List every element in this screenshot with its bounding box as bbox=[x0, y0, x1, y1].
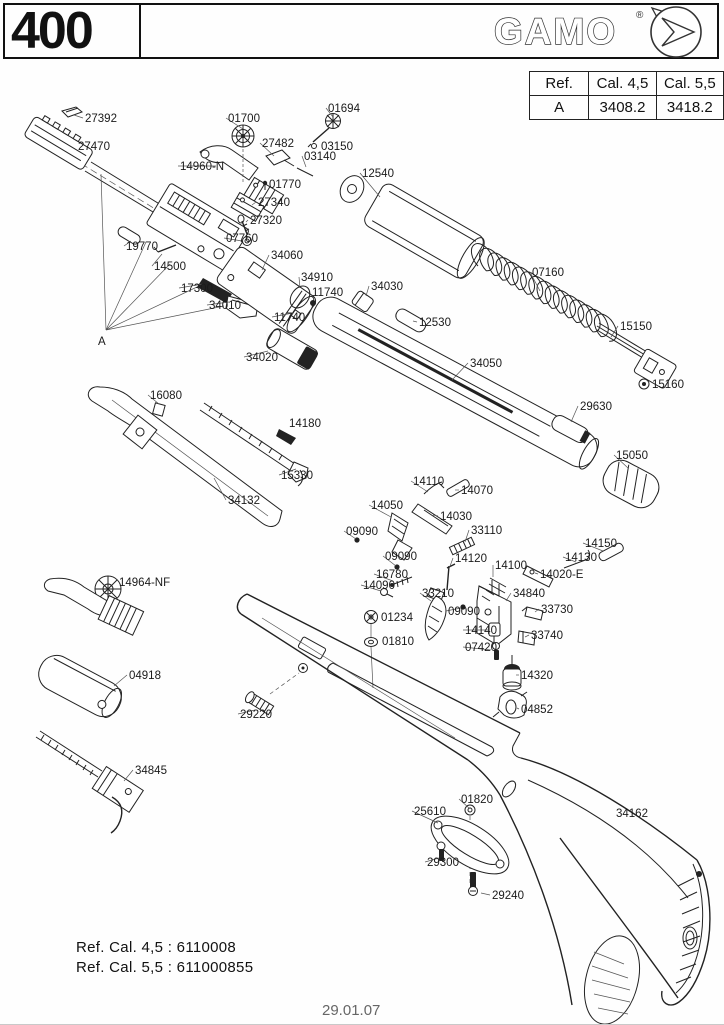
part-label-11740: 11740 bbox=[312, 287, 344, 299]
part-label-01810: 01810 bbox=[382, 636, 414, 648]
part-label-14070: 14070 bbox=[461, 485, 493, 497]
model-number: 400 bbox=[11, 2, 92, 60]
part-label-01700: 01700 bbox=[228, 113, 260, 125]
leader-line-04918 bbox=[114, 675, 127, 686]
part-label-15160: 15160 bbox=[652, 379, 684, 391]
part-label-25610: 25610 bbox=[414, 806, 446, 818]
part-label-29240: 29240 bbox=[492, 890, 524, 902]
part-label-14960-N: 14960-N bbox=[180, 161, 225, 173]
part-label-09090: 09090 bbox=[448, 606, 480, 618]
part-label-14180: 14180 bbox=[289, 418, 321, 430]
cal45-header-cell: Cal. 4,5 bbox=[589, 72, 656, 96]
part-label-14090: 14090 bbox=[363, 580, 395, 592]
part-label-14100: 14100 bbox=[495, 560, 527, 572]
leader-line-34030 bbox=[366, 286, 369, 296]
leader-line-27392 bbox=[74, 115, 83, 118]
part-label-03140: 03140 bbox=[304, 151, 336, 163]
front-cylinder-group bbox=[335, 171, 489, 282]
leader-line-29240 bbox=[481, 893, 490, 895]
part-label-01820: 01820 bbox=[461, 794, 493, 806]
part-label-14020-E: 14020-E bbox=[540, 569, 584, 581]
part-label-07760: 07760 bbox=[226, 233, 258, 245]
ref-value-cell: A bbox=[530, 96, 589, 120]
part-label-12530: 12530 bbox=[419, 317, 451, 329]
part-label-33730: 33730 bbox=[541, 604, 573, 616]
part-label-01694: 01694 bbox=[328, 103, 360, 115]
part-label-07160: 07160 bbox=[532, 267, 564, 279]
part-label-17300: 17300 bbox=[181, 283, 213, 295]
part-label-01770: 01770 bbox=[269, 179, 301, 191]
part-label-34910: 34910 bbox=[301, 272, 333, 284]
part-label-14130: 14130 bbox=[565, 552, 597, 564]
part-label-33210: 33210 bbox=[422, 588, 454, 600]
footer-date: 29.01.07 bbox=[322, 1002, 381, 1019]
cal55-value-cell: 3418.2 bbox=[656, 96, 723, 120]
leader-line-15150 bbox=[611, 326, 618, 337]
part-label-27392: 27392 bbox=[85, 113, 117, 125]
stock-hardware-group bbox=[244, 673, 518, 896]
mainspring-group bbox=[471, 244, 677, 390]
part-label-14500: 14500 bbox=[154, 261, 186, 273]
part-label-04918: 04918 bbox=[129, 670, 161, 682]
part-label-33110: 33110 bbox=[471, 525, 503, 537]
part-label-34845: 34845 bbox=[135, 765, 167, 777]
part-label-14120: 14120 bbox=[455, 553, 487, 565]
part-label-14110: 14110 bbox=[413, 476, 445, 488]
part-label-A: A bbox=[98, 336, 106, 348]
part-label-34162: 34162 bbox=[616, 808, 648, 820]
cal55-header-cell: Cal. 5,5 bbox=[656, 72, 723, 96]
part-label-07420: 07420 bbox=[465, 642, 497, 654]
part-label-29220: 29220 bbox=[240, 709, 272, 721]
part-label-27482: 27482 bbox=[262, 138, 294, 150]
part-label-19770: 19770 bbox=[126, 241, 158, 253]
part-label-04852: 04852 bbox=[521, 704, 553, 716]
part-label-34050: 34050 bbox=[470, 358, 502, 370]
part-label-09090: 09090 bbox=[385, 551, 417, 563]
part-label-14964-NF: 14964-NF bbox=[119, 577, 171, 589]
part-label-09090: 09090 bbox=[346, 526, 378, 538]
part-label-27320: 27320 bbox=[250, 215, 282, 227]
part-label-03150: 03150 bbox=[321, 141, 353, 153]
part-label-34030: 34030 bbox=[371, 281, 403, 293]
part-label-14150: 14150 bbox=[585, 538, 617, 550]
part-label-34010: 34010 bbox=[209, 300, 241, 312]
part-label-14320: 14320 bbox=[521, 670, 553, 682]
part-label-27470: 27470 bbox=[78, 141, 110, 153]
cocking-lever-group bbox=[88, 387, 308, 527]
registered-mark: ® bbox=[636, 10, 644, 21]
footer-ref-cal45: Ref. Cal. 4,5 : 6110008 bbox=[76, 939, 237, 956]
part-label-16080: 16080 bbox=[150, 390, 182, 402]
gamo-logo-text: GAMO bbox=[494, 11, 618, 52]
part-label-34020: 34020 bbox=[246, 352, 278, 364]
leader-line-34845 bbox=[124, 770, 133, 781]
ref-header-cell: Ref. bbox=[530, 72, 589, 96]
left-parts-group bbox=[33, 576, 144, 833]
leader-line-29630 bbox=[571, 406, 578, 422]
part-label-27340: 27340 bbox=[258, 197, 290, 209]
leader-line-14120 bbox=[449, 558, 453, 569]
part-label-14030: 14030 bbox=[440, 511, 472, 523]
leader-line-27320 bbox=[246, 220, 248, 222]
part-label-12540: 12540 bbox=[362, 168, 394, 180]
part-label-14140: 14140 bbox=[465, 625, 497, 637]
part-label-34060: 34060 bbox=[271, 250, 303, 262]
part-label-34840: 34840 bbox=[513, 588, 545, 600]
part-label-16780: 16780 bbox=[376, 569, 408, 581]
part-label-34132: 34132 bbox=[228, 495, 260, 507]
part-label-33740: 33740 bbox=[531, 630, 563, 642]
part-label-15150: 15150 bbox=[620, 321, 652, 333]
part-label-01234: 01234 bbox=[381, 612, 413, 624]
cal45-value-cell: 3408.2 bbox=[589, 96, 656, 120]
part-label-15330: 15330 bbox=[281, 470, 313, 482]
trigger-group bbox=[354, 479, 624, 718]
part-label-29300: 29300 bbox=[427, 857, 459, 869]
leader-line-34840 bbox=[506, 593, 511, 601]
part-label-15050: 15050 bbox=[616, 450, 648, 462]
part-label-14050: 14050 bbox=[371, 500, 403, 512]
part-label-29630: 29630 bbox=[580, 401, 612, 413]
part-label-11740: 11740 bbox=[274, 312, 306, 324]
footer-ref-cal55: Ref. Cal. 5,5 : 611000855 bbox=[76, 959, 254, 976]
